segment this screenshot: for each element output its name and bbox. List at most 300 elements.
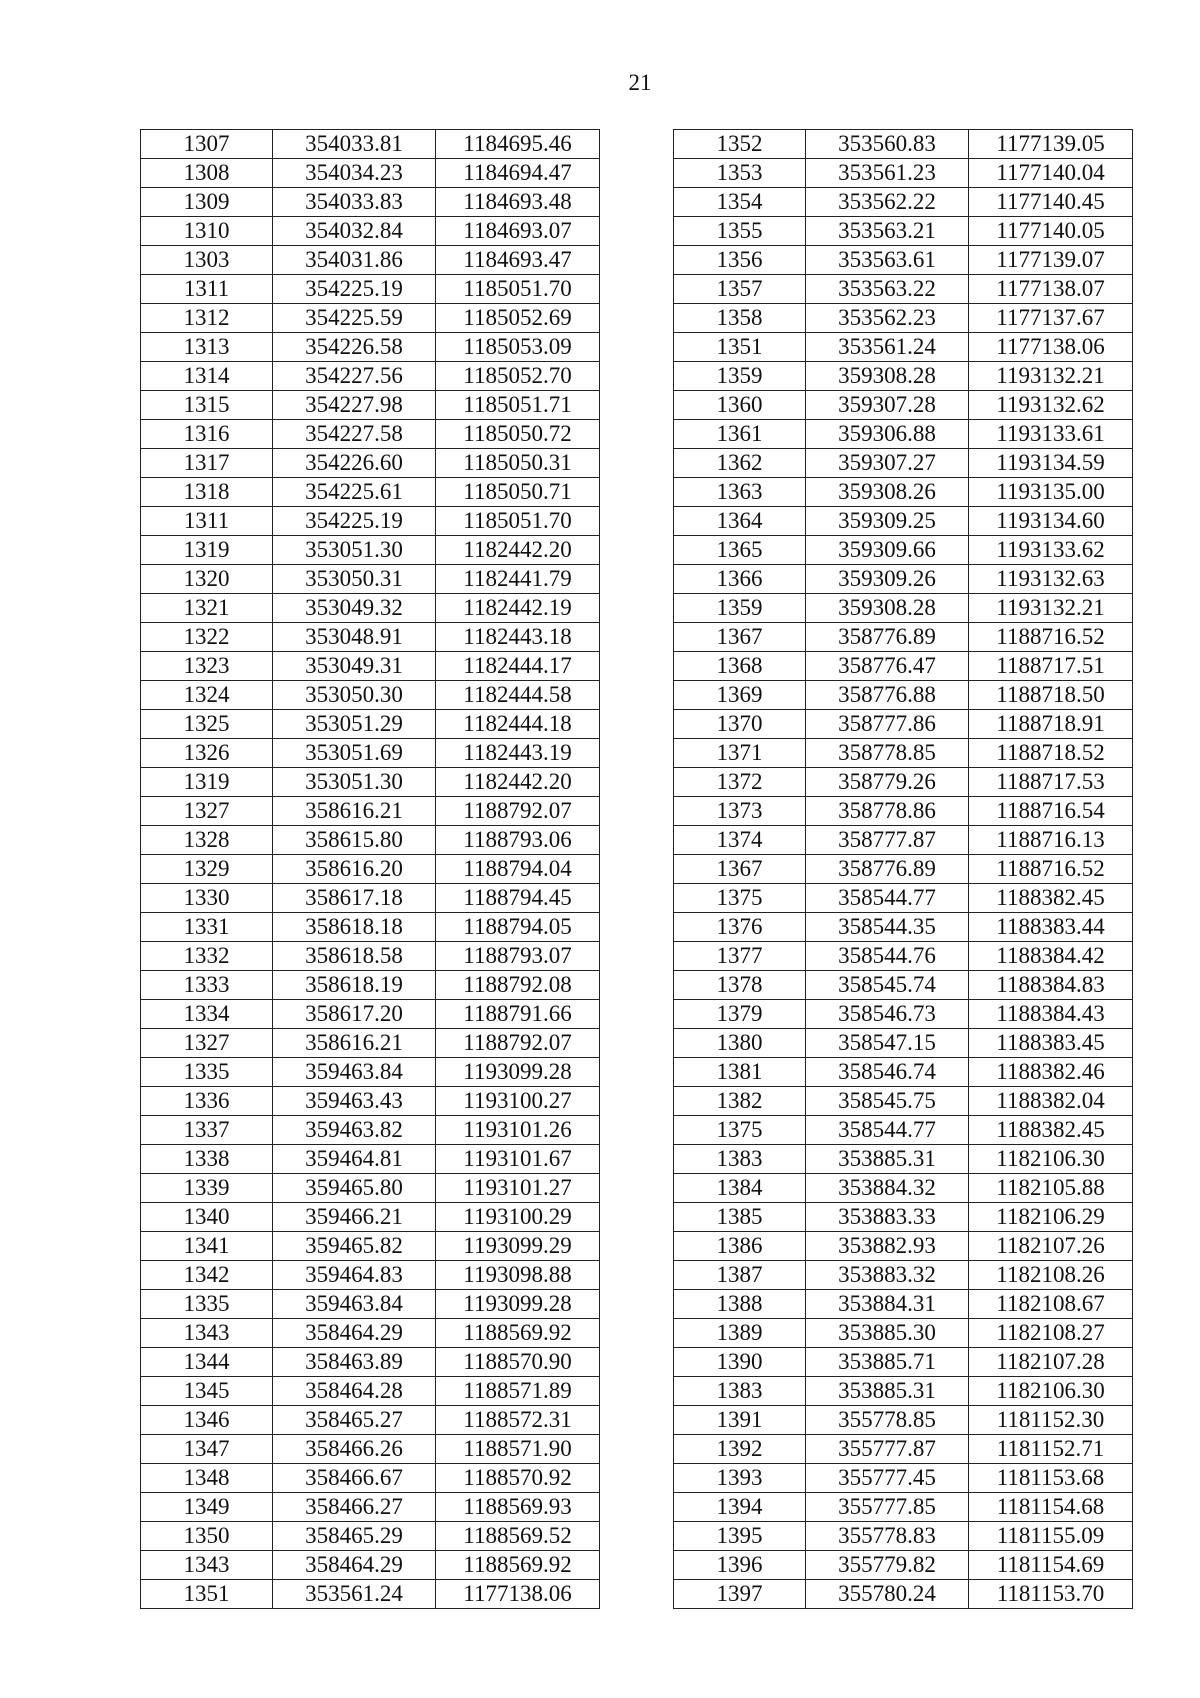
x-coordinate-cell: 353885.31 bbox=[806, 1377, 969, 1406]
x-coordinate-cell: 358615.80 bbox=[273, 826, 436, 855]
x-coordinate-cell: 358617.18 bbox=[273, 884, 436, 913]
table-row bbox=[141, 304, 600, 333]
point-number-cell: 1327 bbox=[141, 1029, 273, 1058]
y-coordinate-cell: 1181152.71 bbox=[969, 1435, 1133, 1464]
point-number-cell: 1308 bbox=[141, 159, 273, 188]
point-number-cell: 1376 bbox=[674, 913, 806, 942]
x-coordinate-cell: 353560.83 bbox=[806, 130, 969, 159]
x-coordinate-cell: 353885.71 bbox=[806, 1348, 969, 1377]
point-number-cell: 1383 bbox=[674, 1377, 806, 1406]
x-coordinate-cell: 354226.58 bbox=[273, 333, 436, 362]
table-row bbox=[674, 507, 1133, 536]
x-coordinate-cell: 355777.45 bbox=[806, 1464, 969, 1493]
y-coordinate-cell: 1182106.29 bbox=[969, 1203, 1133, 1232]
y-coordinate-cell: 1182444.17 bbox=[436, 652, 600, 681]
x-coordinate-cell: 353561.23 bbox=[806, 159, 969, 188]
table-row bbox=[141, 565, 600, 594]
table-row bbox=[674, 333, 1133, 362]
table-row bbox=[141, 391, 600, 420]
table-row bbox=[674, 565, 1133, 594]
x-coordinate-cell: 359306.88 bbox=[806, 420, 969, 449]
table-row bbox=[141, 594, 600, 623]
table-row bbox=[674, 1290, 1133, 1319]
point-number-cell: 1389 bbox=[674, 1319, 806, 1348]
table-row bbox=[141, 507, 600, 536]
table-row bbox=[141, 333, 600, 362]
point-number-cell: 1344 bbox=[141, 1348, 273, 1377]
table-row bbox=[141, 1087, 600, 1116]
table-row bbox=[141, 420, 600, 449]
x-coordinate-cell: 353563.61 bbox=[806, 246, 969, 275]
table-row bbox=[674, 942, 1133, 971]
point-number-cell: 1357 bbox=[674, 275, 806, 304]
x-coordinate-cell: 358547.15 bbox=[806, 1029, 969, 1058]
table-row bbox=[141, 1116, 600, 1145]
point-number-cell: 1373 bbox=[674, 797, 806, 826]
y-coordinate-cell: 1181153.68 bbox=[969, 1464, 1133, 1493]
point-number-cell: 1375 bbox=[674, 1116, 806, 1145]
point-number-cell: 1321 bbox=[141, 594, 273, 623]
point-number-cell: 1352 bbox=[674, 130, 806, 159]
x-coordinate-cell: 353883.33 bbox=[806, 1203, 969, 1232]
y-coordinate-cell: 1188793.07 bbox=[436, 942, 600, 971]
point-number-cell: 1386 bbox=[674, 1232, 806, 1261]
table-row bbox=[674, 304, 1133, 333]
y-coordinate-cell: 1188571.89 bbox=[436, 1377, 600, 1406]
point-number-cell: 1340 bbox=[141, 1203, 273, 1232]
point-number-cell: 1374 bbox=[674, 826, 806, 855]
point-number-cell: 1319 bbox=[141, 536, 273, 565]
point-number-cell: 1343 bbox=[141, 1551, 273, 1580]
point-number-cell: 1363 bbox=[674, 478, 806, 507]
point-number-cell: 1364 bbox=[674, 507, 806, 536]
point-number-cell: 1318 bbox=[141, 478, 273, 507]
table-row bbox=[674, 1145, 1133, 1174]
point-number-cell: 1330 bbox=[141, 884, 273, 913]
y-coordinate-cell: 1188794.04 bbox=[436, 855, 600, 884]
x-coordinate-cell: 359466.21 bbox=[273, 1203, 436, 1232]
point-number-cell: 1337 bbox=[141, 1116, 273, 1145]
table-row bbox=[141, 362, 600, 391]
point-number-cell: 1311 bbox=[141, 507, 273, 536]
table-row bbox=[141, 1232, 600, 1261]
x-coordinate-cell: 358618.18 bbox=[273, 913, 436, 942]
y-coordinate-cell: 1185052.70 bbox=[436, 362, 600, 391]
table-row bbox=[141, 652, 600, 681]
point-number-cell: 1392 bbox=[674, 1435, 806, 1464]
coordinates-table-left bbox=[140, 129, 600, 1609]
x-coordinate-cell: 358544.77 bbox=[806, 1116, 969, 1145]
x-coordinate-cell: 353048.91 bbox=[273, 623, 436, 652]
point-number-cell: 1349 bbox=[141, 1493, 273, 1522]
x-coordinate-cell: 359307.28 bbox=[806, 391, 969, 420]
x-coordinate-cell: 353051.30 bbox=[273, 536, 436, 565]
table-row bbox=[141, 826, 600, 855]
point-number-cell: 1365 bbox=[674, 536, 806, 565]
x-coordinate-cell: 358546.73 bbox=[806, 1000, 969, 1029]
point-number-cell: 1371 bbox=[674, 739, 806, 768]
point-number-cell: 1326 bbox=[141, 739, 273, 768]
table-row bbox=[674, 623, 1133, 652]
x-coordinate-cell: 359465.82 bbox=[273, 1232, 436, 1261]
point-number-cell: 1332 bbox=[141, 942, 273, 971]
table-row bbox=[674, 594, 1133, 623]
y-coordinate-cell: 1177139.07 bbox=[969, 246, 1133, 275]
y-coordinate-cell: 1188382.45 bbox=[969, 884, 1133, 913]
table-row bbox=[141, 217, 600, 246]
y-coordinate-cell: 1188382.04 bbox=[969, 1087, 1133, 1116]
x-coordinate-cell: 359463.84 bbox=[273, 1058, 436, 1087]
table-row bbox=[674, 739, 1133, 768]
point-number-cell: 1359 bbox=[674, 594, 806, 623]
point-number-cell: 1355 bbox=[674, 217, 806, 246]
table-row bbox=[141, 1174, 600, 1203]
y-coordinate-cell: 1188572.31 bbox=[436, 1406, 600, 1435]
y-coordinate-cell: 1177138.06 bbox=[969, 333, 1133, 362]
point-number-cell: 1325 bbox=[141, 710, 273, 739]
y-coordinate-cell: 1181155.09 bbox=[969, 1522, 1133, 1551]
table-row bbox=[141, 1377, 600, 1406]
x-coordinate-cell: 358464.29 bbox=[273, 1551, 436, 1580]
x-coordinate-cell: 358544.77 bbox=[806, 884, 969, 913]
y-coordinate-cell: 1182442.20 bbox=[436, 768, 600, 797]
y-coordinate-cell: 1182443.18 bbox=[436, 623, 600, 652]
point-number-cell: 1382 bbox=[674, 1087, 806, 1116]
table-row bbox=[674, 420, 1133, 449]
x-coordinate-cell: 358464.28 bbox=[273, 1377, 436, 1406]
table-row bbox=[141, 681, 600, 710]
x-coordinate-cell: 358464.29 bbox=[273, 1319, 436, 1348]
x-coordinate-cell: 353884.31 bbox=[806, 1290, 969, 1319]
point-number-cell: 1366 bbox=[674, 565, 806, 594]
x-coordinate-cell: 354033.83 bbox=[273, 188, 436, 217]
x-coordinate-cell: 358617.20 bbox=[273, 1000, 436, 1029]
x-coordinate-cell: 358466.67 bbox=[273, 1464, 436, 1493]
y-coordinate-cell: 1181154.68 bbox=[969, 1493, 1133, 1522]
point-number-cell: 1348 bbox=[141, 1464, 273, 1493]
x-coordinate-cell: 358777.86 bbox=[806, 710, 969, 739]
point-number-cell: 1351 bbox=[141, 1580, 273, 1609]
point-number-cell: 1379 bbox=[674, 1000, 806, 1029]
point-number-cell: 1383 bbox=[674, 1145, 806, 1174]
y-coordinate-cell: 1188382.45 bbox=[969, 1116, 1133, 1145]
point-number-cell: 1333 bbox=[141, 971, 273, 1000]
x-coordinate-cell: 353563.22 bbox=[806, 275, 969, 304]
x-coordinate-cell: 359308.28 bbox=[806, 594, 969, 623]
point-number-cell: 1372 bbox=[674, 768, 806, 797]
point-number-cell: 1387 bbox=[674, 1261, 806, 1290]
table-row bbox=[674, 1029, 1133, 1058]
page-number: 21 bbox=[628, 70, 652, 95]
point-number-cell: 1361 bbox=[674, 420, 806, 449]
y-coordinate-cell: 1181154.69 bbox=[969, 1551, 1133, 1580]
point-number-cell: 1353 bbox=[674, 159, 806, 188]
x-coordinate-cell: 358544.76 bbox=[806, 942, 969, 971]
y-coordinate-cell: 1193100.27 bbox=[436, 1087, 600, 1116]
point-number-cell: 1339 bbox=[141, 1174, 273, 1203]
table-row bbox=[674, 1058, 1133, 1087]
y-coordinate-cell: 1193134.59 bbox=[969, 449, 1133, 478]
y-coordinate-cell: 1182108.26 bbox=[969, 1261, 1133, 1290]
y-coordinate-cell: 1177140.05 bbox=[969, 217, 1133, 246]
y-coordinate-cell: 1182107.28 bbox=[969, 1348, 1133, 1377]
table-row bbox=[141, 1522, 600, 1551]
table-row bbox=[141, 1493, 600, 1522]
point-number-cell: 1313 bbox=[141, 333, 273, 362]
y-coordinate-cell: 1188716.13 bbox=[969, 826, 1133, 855]
table-row bbox=[674, 768, 1133, 797]
y-coordinate-cell: 1177140.04 bbox=[969, 159, 1133, 188]
y-coordinate-cell: 1182105.88 bbox=[969, 1174, 1133, 1203]
point-number-cell: 1338 bbox=[141, 1145, 273, 1174]
x-coordinate-cell: 353885.31 bbox=[806, 1145, 969, 1174]
point-number-cell: 1391 bbox=[674, 1406, 806, 1435]
y-coordinate-cell: 1188792.07 bbox=[436, 1029, 600, 1058]
table-row bbox=[674, 1203, 1133, 1232]
x-coordinate-cell: 353051.69 bbox=[273, 739, 436, 768]
y-coordinate-cell: 1185052.69 bbox=[436, 304, 600, 333]
table-row bbox=[141, 188, 600, 217]
y-coordinate-cell: 1185053.09 bbox=[436, 333, 600, 362]
y-coordinate-cell: 1188384.43 bbox=[969, 1000, 1133, 1029]
x-coordinate-cell: 353883.32 bbox=[806, 1261, 969, 1290]
x-coordinate-cell: 354226.60 bbox=[273, 449, 436, 478]
x-coordinate-cell: 358465.29 bbox=[273, 1522, 436, 1551]
x-coordinate-cell: 353563.21 bbox=[806, 217, 969, 246]
table-row bbox=[141, 1435, 600, 1464]
y-coordinate-cell: 1181152.30 bbox=[969, 1406, 1133, 1435]
y-coordinate-cell: 1188384.83 bbox=[969, 971, 1133, 1000]
x-coordinate-cell: 358546.74 bbox=[806, 1058, 969, 1087]
x-coordinate-cell: 353561.24 bbox=[273, 1580, 436, 1609]
y-coordinate-cell: 1193101.26 bbox=[436, 1116, 600, 1145]
y-coordinate-cell: 1188569.93 bbox=[436, 1493, 600, 1522]
table-row bbox=[674, 159, 1133, 188]
table-row bbox=[141, 1464, 600, 1493]
x-coordinate-cell: 353051.29 bbox=[273, 710, 436, 739]
y-coordinate-cell: 1184693.48 bbox=[436, 188, 600, 217]
y-coordinate-cell: 1177138.06 bbox=[436, 1580, 600, 1609]
table-row bbox=[674, 1000, 1133, 1029]
table-row bbox=[674, 884, 1133, 913]
table-row bbox=[141, 1319, 600, 1348]
point-number-cell: 1384 bbox=[674, 1174, 806, 1203]
y-coordinate-cell: 1177140.45 bbox=[969, 188, 1133, 217]
table-row bbox=[674, 246, 1133, 275]
y-coordinate-cell: 1188570.92 bbox=[436, 1464, 600, 1493]
y-coordinate-cell: 1184694.47 bbox=[436, 159, 600, 188]
table-row bbox=[141, 710, 600, 739]
x-coordinate-cell: 359463.84 bbox=[273, 1290, 436, 1319]
y-coordinate-cell: 1182106.30 bbox=[969, 1377, 1133, 1406]
x-coordinate-cell: 358545.74 bbox=[806, 971, 969, 1000]
y-coordinate-cell: 1184693.07 bbox=[436, 217, 600, 246]
point-number-cell: 1354 bbox=[674, 188, 806, 217]
point-number-cell: 1385 bbox=[674, 1203, 806, 1232]
x-coordinate-cell: 353882.93 bbox=[806, 1232, 969, 1261]
point-number-cell: 1315 bbox=[141, 391, 273, 420]
table-row bbox=[141, 478, 600, 507]
table-row bbox=[674, 710, 1133, 739]
point-number-cell: 1381 bbox=[674, 1058, 806, 1087]
y-coordinate-cell: 1177138.07 bbox=[969, 275, 1133, 304]
x-coordinate-cell: 358465.27 bbox=[273, 1406, 436, 1435]
y-coordinate-cell: 1193099.29 bbox=[436, 1232, 600, 1261]
table-row bbox=[674, 1435, 1133, 1464]
table-row bbox=[674, 1174, 1133, 1203]
point-number-cell: 1359 bbox=[674, 362, 806, 391]
y-coordinate-cell: 1177137.67 bbox=[969, 304, 1133, 333]
table-row bbox=[674, 391, 1133, 420]
x-coordinate-cell: 358466.26 bbox=[273, 1435, 436, 1464]
table-row bbox=[141, 1261, 600, 1290]
table-row bbox=[674, 913, 1133, 942]
y-coordinate-cell: 1193132.21 bbox=[969, 362, 1133, 391]
table-row bbox=[141, 1348, 600, 1377]
point-number-cell: 1331 bbox=[141, 913, 273, 942]
point-number-cell: 1395 bbox=[674, 1522, 806, 1551]
point-number-cell: 1370 bbox=[674, 710, 806, 739]
x-coordinate-cell: 353051.30 bbox=[273, 768, 436, 797]
x-coordinate-cell: 353884.32 bbox=[806, 1174, 969, 1203]
y-coordinate-cell: 1182442.19 bbox=[436, 594, 600, 623]
point-number-cell: 1303 bbox=[141, 246, 273, 275]
y-coordinate-cell: 1193132.63 bbox=[969, 565, 1133, 594]
table-row bbox=[141, 942, 600, 971]
x-coordinate-cell: 354032.84 bbox=[273, 217, 436, 246]
point-number-cell: 1307 bbox=[141, 130, 273, 159]
point-number-cell: 1319 bbox=[141, 768, 273, 797]
x-coordinate-cell: 358776.47 bbox=[806, 652, 969, 681]
x-coordinate-cell: 358466.27 bbox=[273, 1493, 436, 1522]
table-row bbox=[141, 739, 600, 768]
table-row bbox=[141, 855, 600, 884]
x-coordinate-cell: 353049.32 bbox=[273, 594, 436, 623]
x-coordinate-cell: 359464.81 bbox=[273, 1145, 436, 1174]
x-coordinate-cell: 359307.27 bbox=[806, 449, 969, 478]
point-number-cell: 1334 bbox=[141, 1000, 273, 1029]
point-number-cell: 1316 bbox=[141, 420, 273, 449]
point-number-cell: 1323 bbox=[141, 652, 273, 681]
point-number-cell: 1350 bbox=[141, 1522, 273, 1551]
table-row bbox=[674, 1087, 1133, 1116]
point-number-cell: 1375 bbox=[674, 884, 806, 913]
y-coordinate-cell: 1188716.54 bbox=[969, 797, 1133, 826]
table-row bbox=[674, 1232, 1133, 1261]
y-coordinate-cell: 1193133.61 bbox=[969, 420, 1133, 449]
point-number-cell: 1310 bbox=[141, 217, 273, 246]
x-coordinate-cell: 358779.26 bbox=[806, 768, 969, 797]
y-coordinate-cell: 1185051.70 bbox=[436, 507, 600, 536]
x-coordinate-cell: 359309.26 bbox=[806, 565, 969, 594]
y-coordinate-cell: 1188791.66 bbox=[436, 1000, 600, 1029]
x-coordinate-cell: 353050.31 bbox=[273, 565, 436, 594]
x-coordinate-cell: 353562.23 bbox=[806, 304, 969, 333]
table-row bbox=[674, 797, 1133, 826]
y-coordinate-cell: 1185050.31 bbox=[436, 449, 600, 478]
table-row bbox=[674, 681, 1133, 710]
y-coordinate-cell: 1188383.45 bbox=[969, 1029, 1133, 1058]
table-row bbox=[141, 449, 600, 478]
y-coordinate-cell: 1193098.88 bbox=[436, 1261, 600, 1290]
x-coordinate-cell: 355779.82 bbox=[806, 1551, 969, 1580]
point-number-cell: 1394 bbox=[674, 1493, 806, 1522]
y-coordinate-cell: 1182441.79 bbox=[436, 565, 600, 594]
x-coordinate-cell: 354031.86 bbox=[273, 246, 436, 275]
table-row bbox=[141, 1058, 600, 1087]
y-coordinate-cell: 1182108.27 bbox=[969, 1319, 1133, 1348]
point-number-cell: 1380 bbox=[674, 1029, 806, 1058]
x-coordinate-cell: 355777.85 bbox=[806, 1493, 969, 1522]
point-number-cell: 1327 bbox=[141, 797, 273, 826]
table-row bbox=[674, 652, 1133, 681]
x-coordinate-cell: 358616.21 bbox=[273, 1029, 436, 1058]
point-number-cell: 1335 bbox=[141, 1290, 273, 1319]
table-row bbox=[141, 1145, 600, 1174]
y-coordinate-cell: 1193099.28 bbox=[436, 1290, 600, 1319]
x-coordinate-cell: 359464.83 bbox=[273, 1261, 436, 1290]
table-row bbox=[141, 246, 600, 275]
y-coordinate-cell: 1188793.06 bbox=[436, 826, 600, 855]
table-row bbox=[674, 130, 1133, 159]
table-row bbox=[141, 971, 600, 1000]
table-row bbox=[141, 1580, 600, 1609]
x-coordinate-cell: 358776.88 bbox=[806, 681, 969, 710]
table-row bbox=[141, 768, 600, 797]
y-coordinate-cell: 1188569.92 bbox=[436, 1319, 600, 1348]
table-row bbox=[674, 1319, 1133, 1348]
table-row bbox=[141, 1000, 600, 1029]
y-coordinate-cell: 1182444.58 bbox=[436, 681, 600, 710]
point-number-cell: 1367 bbox=[674, 855, 806, 884]
table-row bbox=[674, 217, 1133, 246]
table-row bbox=[674, 1580, 1133, 1609]
y-coordinate-cell: 1188716.52 bbox=[969, 623, 1133, 652]
point-number-cell: 1369 bbox=[674, 681, 806, 710]
y-coordinate-cell: 1188718.91 bbox=[969, 710, 1133, 739]
x-coordinate-cell: 358616.20 bbox=[273, 855, 436, 884]
x-coordinate-cell: 358544.35 bbox=[806, 913, 969, 942]
table-row bbox=[141, 913, 600, 942]
point-number-cell: 1397 bbox=[674, 1580, 806, 1609]
y-coordinate-cell: 1188571.90 bbox=[436, 1435, 600, 1464]
table-row bbox=[141, 1551, 600, 1580]
x-coordinate-cell: 353561.24 bbox=[806, 333, 969, 362]
table-row bbox=[141, 1203, 600, 1232]
y-coordinate-cell: 1193099.28 bbox=[436, 1058, 600, 1087]
point-number-cell: 1335 bbox=[141, 1058, 273, 1087]
y-coordinate-cell: 1185050.72 bbox=[436, 420, 600, 449]
y-coordinate-cell: 1184695.46 bbox=[436, 130, 600, 159]
table-row bbox=[674, 855, 1133, 884]
point-number-cell: 1368 bbox=[674, 652, 806, 681]
point-number-cell: 1309 bbox=[141, 188, 273, 217]
point-number-cell: 1362 bbox=[674, 449, 806, 478]
point-number-cell: 1360 bbox=[674, 391, 806, 420]
y-coordinate-cell: 1188570.90 bbox=[436, 1348, 600, 1377]
point-number-cell: 1328 bbox=[141, 826, 273, 855]
y-coordinate-cell: 1193101.67 bbox=[436, 1145, 600, 1174]
y-coordinate-cell: 1184693.47 bbox=[436, 246, 600, 275]
x-coordinate-cell: 355778.83 bbox=[806, 1522, 969, 1551]
x-coordinate-cell: 355777.87 bbox=[806, 1435, 969, 1464]
table-row bbox=[674, 826, 1133, 855]
point-number-cell: 1367 bbox=[674, 623, 806, 652]
y-coordinate-cell: 1193133.62 bbox=[969, 536, 1133, 565]
y-coordinate-cell: 1188383.44 bbox=[969, 913, 1133, 942]
point-number-cell: 1346 bbox=[141, 1406, 273, 1435]
x-coordinate-cell: 354225.19 bbox=[273, 275, 436, 304]
